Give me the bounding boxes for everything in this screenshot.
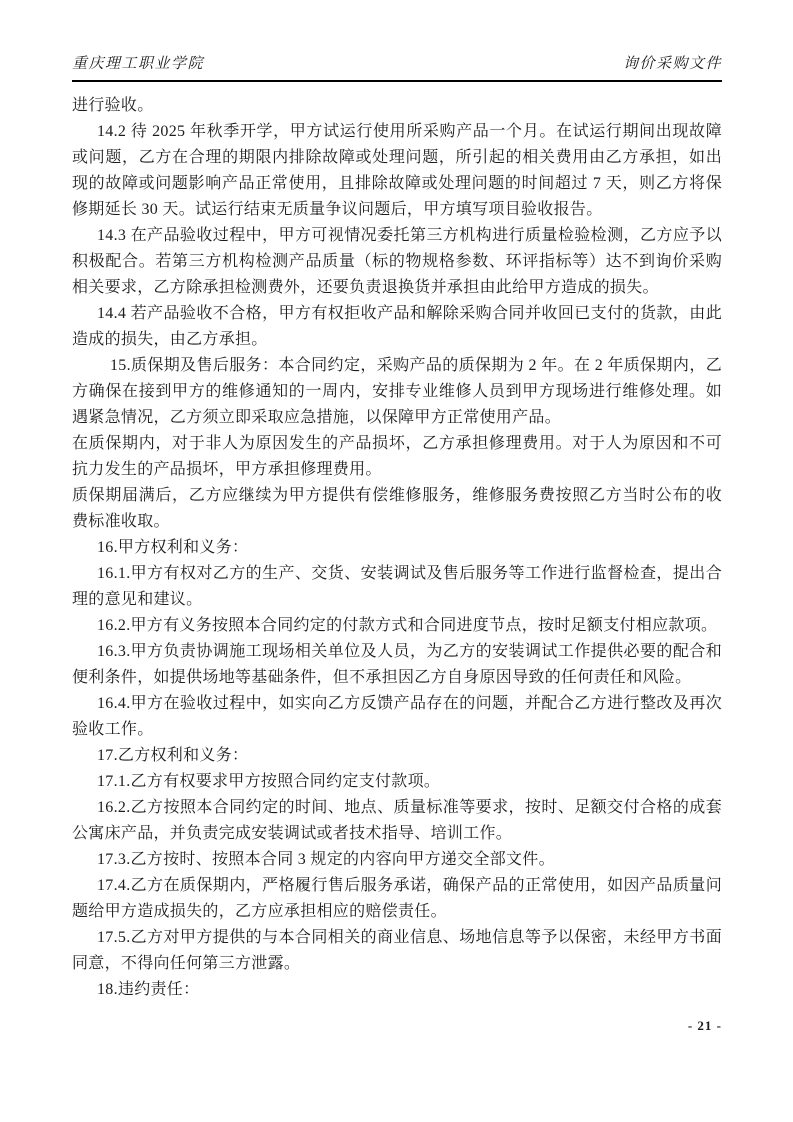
clause-14-3: 14.3 在产品验收过程中，甲方可视情况委托第三方机构进行质量检验检测，乙方应予以积极配合。若第三方机构检测产品质量（标的物规格参数、环评指标等）达不到询价采购相关要求，乙方除承担检测费外，还要负责退换货并承担由此给甲方造成的损失。 (72, 227, 722, 296)
clause-16-3: 16.3.甲方负责协调施工现场相关单位及人员，为乙方的安装调试工作提供必要的配合和便利条件，如提供场地等基础条件，但不承担因乙方自身原因导致的任何责任和风险。 (72, 643, 722, 686)
document-body (72, 93, 722, 1003)
document-type-label: 询价采购文件 (622, 56, 722, 72)
page-header (72, 52, 722, 82)
clause-16-2: 16.2.甲方有义务按照本合同约定的付款方式和合同进度节点，按时足额支付相应款项。 (97, 617, 718, 634)
clause-18-heading: 18.违约责任： (97, 981, 200, 998)
clause-16-heading: 16.甲方权利和义务： (97, 539, 249, 556)
clause-15-warranty-b: 质保期届满后，乙方应继续为甲方提供有偿维修服务，维修服务费按照乙方当时公布的收费标准收取。 (72, 487, 722, 530)
clause-16-1: 16.1.甲方有权对乙方的生产、交货、安装调试及售后服务等工作进行监督检查，提出合理的意见和建议。 (72, 565, 722, 608)
page-number: - 21 - (687, 1018, 722, 1033)
clause-16-4: 16.4.甲方在验收过程中，如实向乙方反馈产品存在的问题，并配合乙方进行整改及再次验收工作。 (72, 695, 722, 738)
clause-14-4: 14.4 若产品验收不合格，甲方有权拒收产品和解除采购合同并收回已支付的货款，由此造成的损失，由乙方承担。 (72, 305, 722, 348)
paragraph-continuation: 进行验收。 (72, 97, 154, 114)
clause-17-5: 17.5.乙方对甲方提供的与本合同相关的商业信息、场地信息等予以保密，未经甲方书面同意，不得向任何第三方泄露。 (72, 929, 722, 972)
clause-17-1: 17.1.乙方有权要求甲方按照合同约定支付款项。 (97, 773, 441, 790)
clause-17-4: 17.4.乙方在质保期内，严格履行售后服务承诺，确保产品的正常使用，如因产品质量问题给甲方造成损失的，乙方应承担相应的赔偿责任。 (72, 877, 722, 920)
organization-name: 重庆理工职业学院 (72, 56, 205, 72)
clause-15-warranty-a: 在质保期内，对于非人为原因发生的产品损坏，乙方承担修理费用。对于人为原因和不可抗力发生的产品损坏，甲方承担修理费用。 (72, 435, 722, 478)
clause-16-2-duplicate: 16.2.乙方按照本合同约定的时间、地点、质量标准等要求，按时、足额交付合格的成套公寓床产品，并负责完成安装调试或者技术指导、培训工作。 (72, 799, 722, 842)
clause-17-heading: 17.乙方权利和义务： (97, 747, 249, 764)
clause-17-3: 17.3.乙方按时、按照本合同 3 规定的内容向甲方递交全部文件。 (97, 851, 555, 868)
page-footer (72, 1018, 722, 1034)
clause-15: 15.质保期及售后服务：本合同约定，采购产品的质保期为 2 年。在 2 年质保期内，乙方确保在接到甲方的维修通知的一周内，安排专业维修人员到甲方现场进行维修处理。如遇紧急情况，乙方须立即采取应急措施，以保障甲方正常使用产品。 (72, 357, 722, 426)
clause-14-2: 14.2 待 2025 年秋季开学，甲方试运行使用所采购产品一个月。在试运行期间出现故障或问题，乙方在合理的期限内排除故障或处理问题，所引起的相关费用由乙方承担，如出现的故障或问题影响产品正常使用，且排除故障或处理问题的时间超过 7 天，则乙方将保修期延长 30 天。试运行结束无质量争议问题后，甲方填写项目验收报告。 (72, 123, 722, 218)
